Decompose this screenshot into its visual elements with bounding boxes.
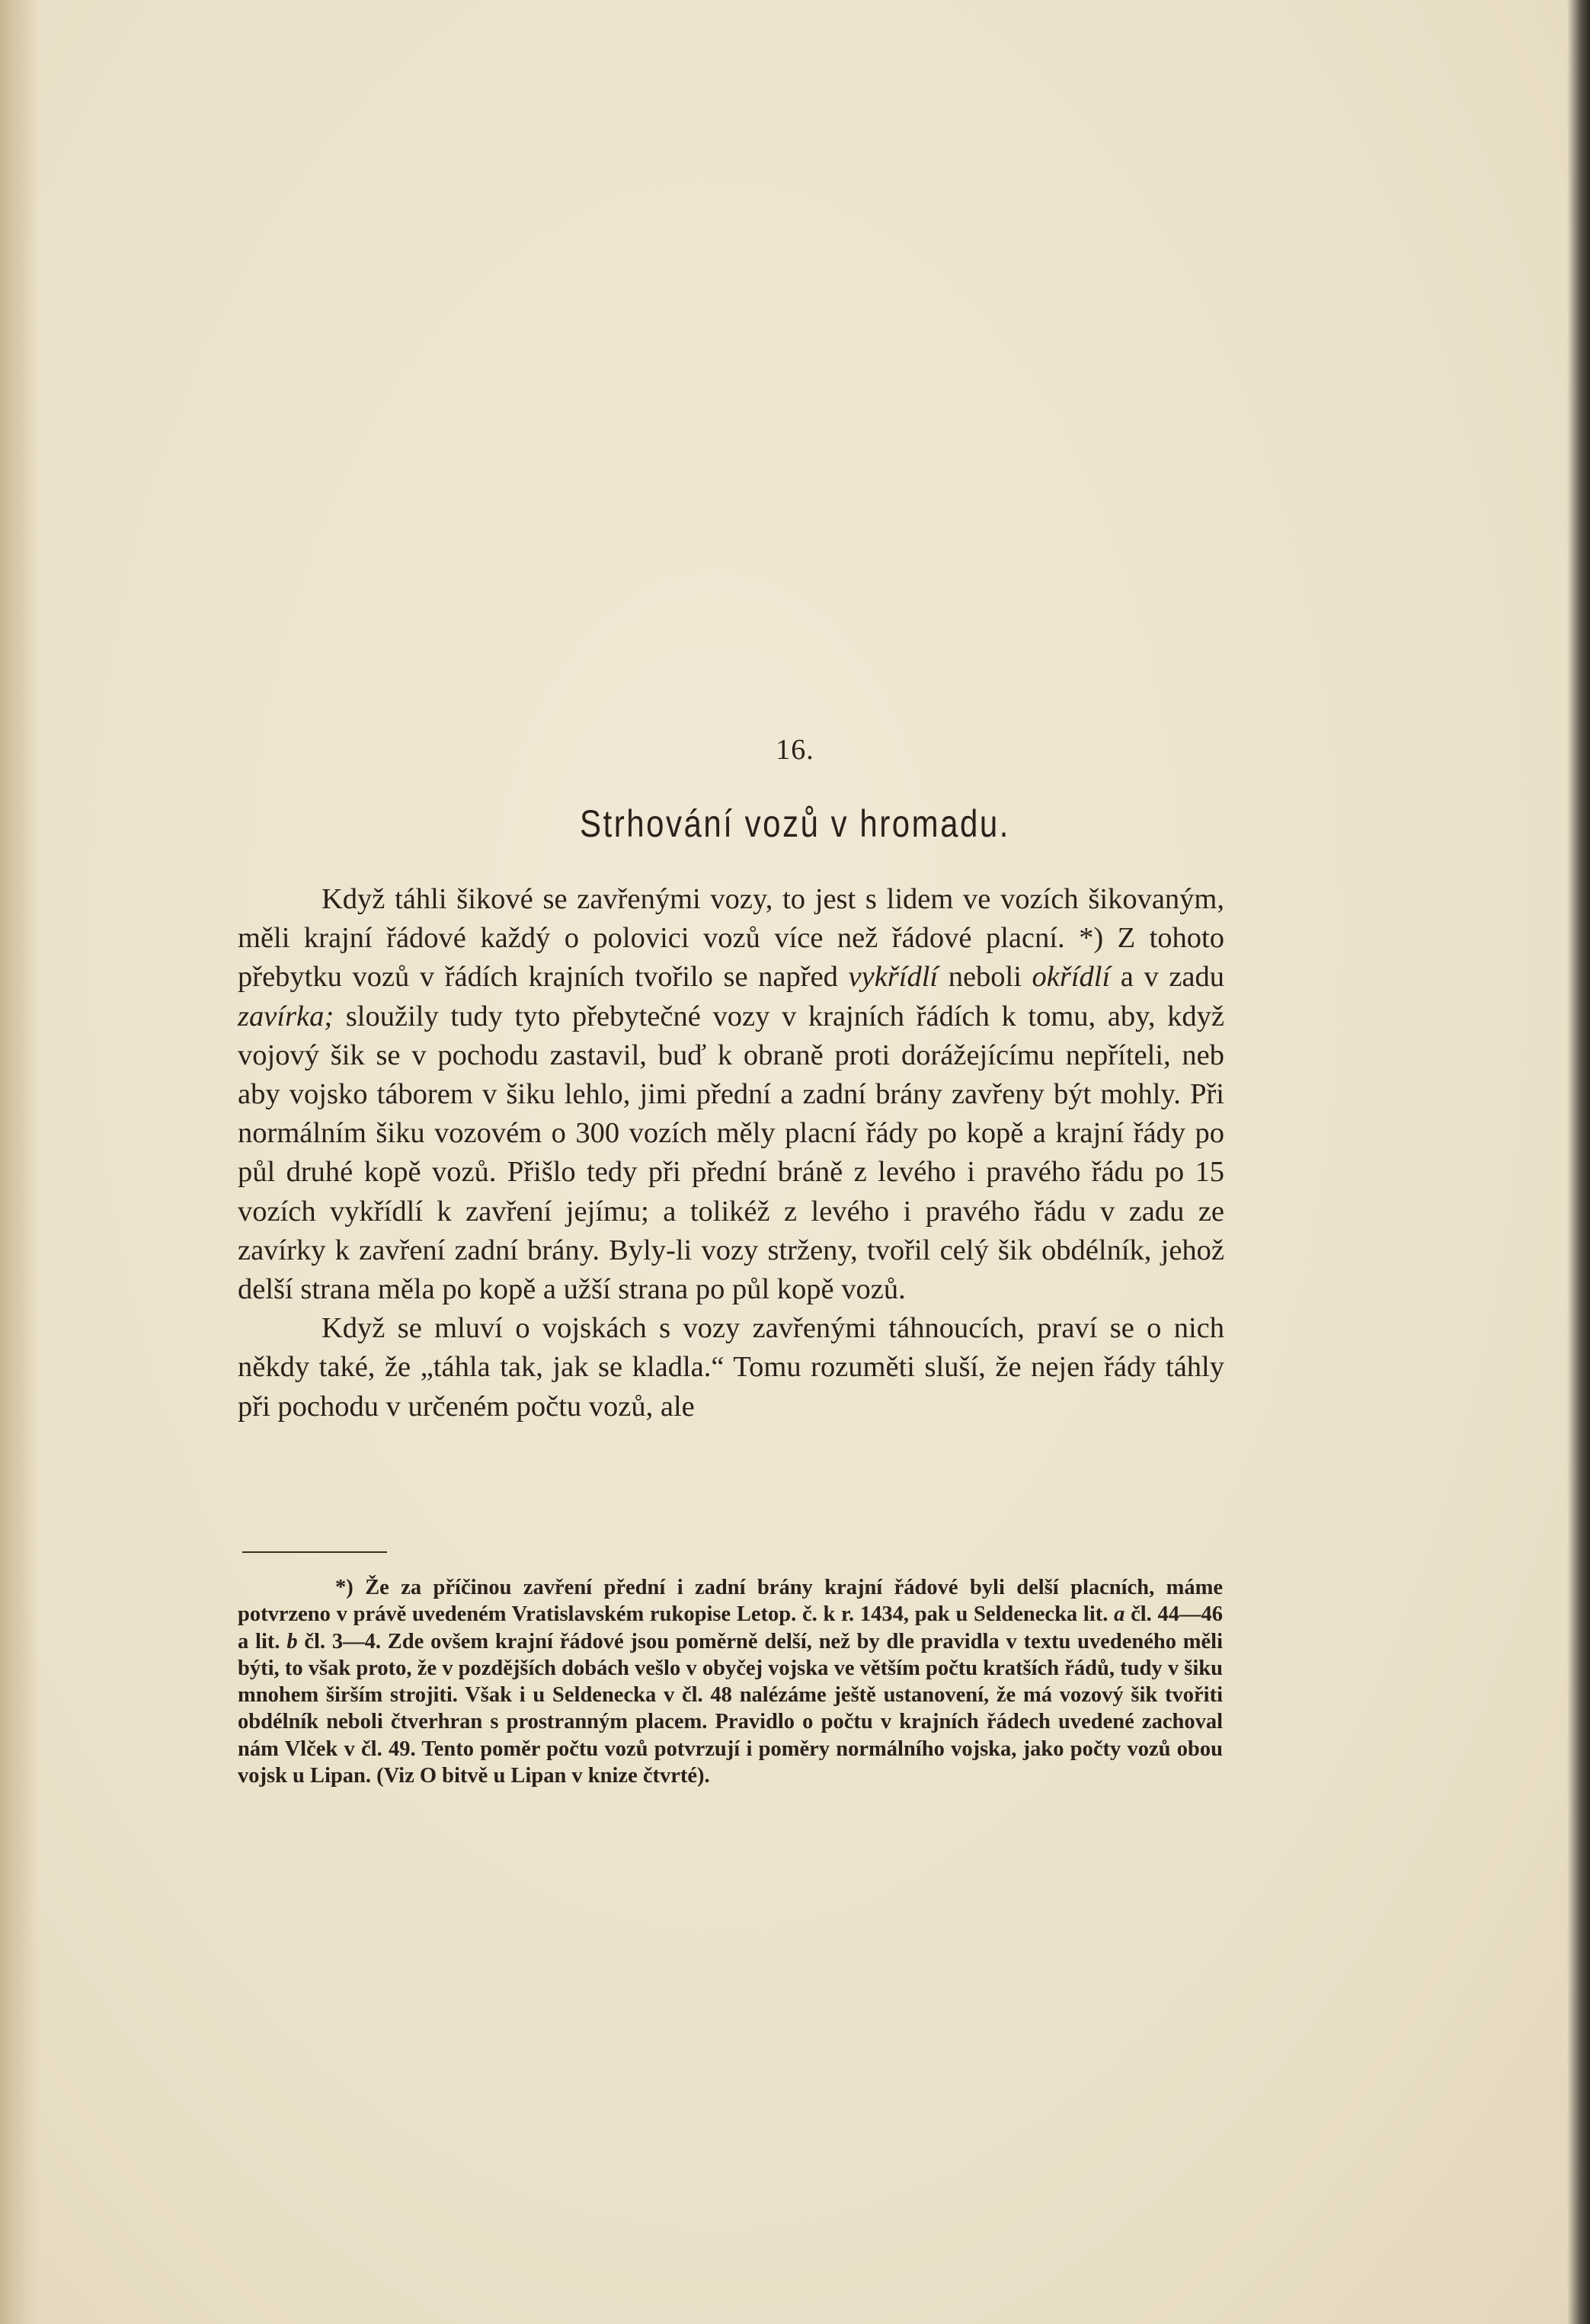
text-run: Když se mluví o vojskách s vozy zavřenými táhnoucích, praví se o nich někdy také, že „táhla tak, jak se kladla.“ Tomu rozuměti sluší, že nejen řády táhly při pochodu v určeném počtu vozů, ale <box>238 1312 1224 1423</box>
footnote-lit-a: a <box>1114 1602 1125 1627</box>
page-number: 16. <box>776 734 814 766</box>
footnote-text-run: čl. 44—46 a lit. <box>238 1602 1223 1653</box>
page-gutter-shadow <box>0 0 40 2324</box>
footnote-paragraph <box>238 1574 1223 1789</box>
footnote-text-run: *) Že za příčinou zavření přední i zadní brány krajní řádové byli delší placních, máme potvrzeno v právě uvedeném Vratislavském rukopise Letop. č. k r. 1434, pak u Seldenecka lit. <box>238 1576 1223 1627</box>
term-vykridli: vykřídlí <box>848 961 939 994</box>
text-run: Když táhli šikové se zavřenými vozy, to jest s lidem ve vozích šikovaným, měli krajní řádové každý o polovici vozů více než řádové placní. *) Z tohoto přebytku vozů v řádích krajních tvořilo se napřed <box>238 883 1224 994</box>
body-text <box>238 880 1224 1426</box>
footnote-separator <box>242 1551 387 1553</box>
term-zavirka: zavírka; <box>238 1000 334 1032</box>
text-run: sloužily tudy tyto přebytečné vozy v krajních řádích k tomu, aby, když vojový šik se v pochodu zastavil, buď k obraně proti dorážejícímu nepříteli, neb aby vojsko táborem v šiku lehlo, jimi přední a zadní brány zavřeny být mohly. Při normálním šiku vozovém o 300 vozích měly placní řády po kopě a krajní řády po půl druhé kopě vozů. Přišlo tedy při přední bráně z levého i pravého řádu po 15 vozích vykřídlí k zavření jejímu; a tolikéž z levého i pravého řádu v zadu ze zavírky k zavření zadní brány. Byly-li vozy strženy, tvořil celý šik obdélník, jehož delší strana měla po kopě a užší strana po půl kopě vozů. <box>238 1000 1224 1306</box>
footnote-text-run: čl. 3—4. Zde ovšem krajní řádové jsou poměrně delší, než by dle pravidla v textu uvedeného měli býti, to však proto, že v pozdějších dobách vešlo v obyčej vojska ve větším počtu kratších řádů, tudy v šiku mnohem širším strojiti. Však i u Seldenecka v čl. 48 nalézáme ještě ustanovení, že má vozový šik tvořiti obdélník neboli čtverhran s prostranným placem. Pravidlo o počtu v krajních řádech uvedené zachoval nám Vlček v čl. 49. Tento poměr počtu vozů potvrzují i poměry normálního vojska, jako počty vozů obou vojsk u Lipan. (Viz O bitvě u Lipan v knize čtvrté). <box>238 1629 1223 1788</box>
paragraph-1 <box>238 880 1224 1309</box>
chapter-title: Strhování vozů v hromadu. <box>580 802 1010 845</box>
text-run: a v zadu <box>1110 961 1224 994</box>
paragraph-2 <box>238 1309 1224 1426</box>
footnote <box>238 1574 1223 1789</box>
footnote-lit-b: b <box>286 1629 298 1653</box>
text-run: neboli <box>938 961 1032 994</box>
term-okridli: okřídlí <box>1032 961 1111 994</box>
page-edge-shadow <box>1567 0 1590 2324</box>
